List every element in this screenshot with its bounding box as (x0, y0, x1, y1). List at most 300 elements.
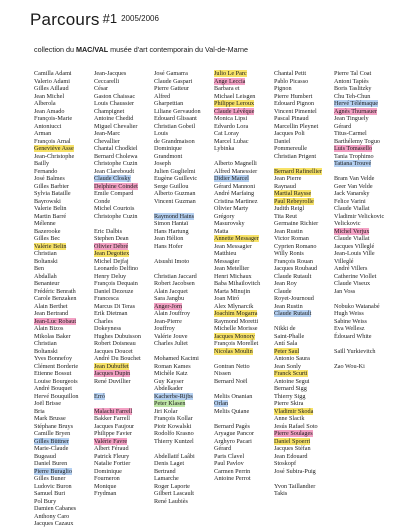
blank-line (214, 153, 276, 161)
artist-name: Henry Deluy (94, 272, 127, 280)
artist-name: Antí Sala (274, 340, 298, 347)
artist-name: René Laubiès (154, 497, 188, 505)
artist-name: François Dequain (94, 280, 138, 287)
artist-name: Gilbert Lascault (154, 490, 195, 497)
artist-name (94, 370, 156, 378)
artist-name: Simon Hantaï (154, 220, 189, 227)
artist-name: Victor Roman (274, 235, 309, 242)
artist-name: François Kollar (154, 415, 193, 422)
artist-name (214, 78, 276, 86)
artist-name: Mikolas Baker (34, 332, 71, 340)
artist-name: Piotr Kowalski (154, 422, 192, 430)
artist-name (214, 108, 276, 116)
artist-name (214, 175, 276, 183)
artist-name: Monica Lipsi (214, 115, 248, 122)
artist-name: Lybinka (214, 145, 235, 152)
artist-name: Anne Slacik (274, 415, 305, 422)
artist-name: Martin Barré (34, 212, 67, 220)
artist-name: Jacques Poli (274, 130, 305, 137)
artist-name: Pierre Gatteur (154, 85, 189, 92)
artist-name: Bayrowski (34, 197, 61, 205)
artist-name: Meliis Quiane (214, 407, 250, 415)
artist-name: Zao Wou-Ki (334, 362, 365, 370)
artist-name: Erik Dietman (94, 310, 128, 317)
artist-name: Hugh Weiss (334, 310, 364, 317)
artist-name: Stéphane Bruys (34, 422, 74, 430)
artist-name: Louis Chaussier (94, 100, 135, 107)
subtitle-suffix: musée d'art contemporain du Val-de-Marne (108, 45, 249, 54)
blank-line (334, 295, 396, 303)
artist-name: Dokeyness (94, 325, 122, 332)
artist-name (94, 175, 156, 183)
artist-name (274, 198, 336, 206)
artist-name: Julien Guglielmi (154, 167, 196, 175)
highlight-marker: Bernard Rafinellier (274, 167, 322, 175)
artist-name: Arghyro Pacari (214, 437, 252, 445)
artist-name: Samuel Buri (34, 490, 66, 497)
artist-name: Geer Van Velde (334, 182, 373, 190)
artist-name: Vincent Guzman (154, 197, 196, 205)
artist-name (154, 400, 216, 408)
artist-name: Saint-Phalle (274, 332, 305, 340)
artist-name: Sabine Weiss (334, 317, 367, 325)
artist-name: Natalie Fortier (94, 460, 131, 467)
artist-name: Gérard (334, 122, 352, 130)
blank-line (274, 318, 336, 326)
artist-name: Boltanski (34, 257, 58, 265)
artist-name: Sara Jangbu (154, 295, 185, 302)
highlight-marker: Tatiana Trouvé (334, 160, 372, 167)
artist-name: Jacques Stéfan (274, 445, 311, 452)
artist-name: Edouard Pignon (274, 100, 315, 107)
highlight-marker: Olivier Débré (94, 242, 129, 250)
artist-name: Alfred Manessier (214, 167, 258, 175)
artist-name: Matthieu (214, 250, 237, 257)
artist-name (274, 370, 336, 378)
artist-name: Fourneron (94, 475, 120, 482)
artist-name: Dominique (94, 467, 122, 475)
highlight-marker: Valérie Belin (34, 242, 67, 250)
artist-name: Jean-Marc (94, 130, 121, 137)
artist-name: Barbara et (214, 85, 240, 92)
artist-name: André Marfaing (214, 190, 255, 197)
artist-name: Takis (274, 490, 288, 497)
artist-name (274, 438, 336, 446)
blank-line (154, 205, 216, 213)
artist-name: Boltanski (34, 347, 58, 355)
blank-line (334, 168, 396, 176)
artist-name: Grandmont (154, 152, 183, 160)
collection-subtitle (34, 45, 248, 54)
artist-name: Champignet (94, 107, 125, 115)
artist-name (334, 145, 396, 153)
artist-name: Jean Roy (274, 280, 297, 287)
artist-name: José Subira-Puig (274, 467, 316, 475)
artist-name: Antoine Segui (274, 377, 310, 385)
artist-name (274, 310, 336, 318)
artist-name: André Villers (334, 265, 368, 272)
artist-name: Nikki de (274, 325, 296, 332)
highlight-marker: Nicolas Moulin (214, 347, 253, 355)
artist-name: Roger Laporte (154, 482, 190, 490)
artist-name: Michèle Katz (154, 370, 188, 377)
artist-name: Mélenne (34, 220, 56, 227)
artist-name: Joël Brisse (34, 400, 61, 407)
artist-name: Jean-Jacques (94, 70, 127, 77)
artist-name: Christophe Cuzin (94, 212, 138, 220)
artist-name: Masurovsky (214, 220, 245, 227)
artist-name: Bazerooke (34, 227, 61, 235)
highlight-marker: Geneviève Asse (34, 145, 74, 152)
artist-name: Alberto Guzman (154, 190, 196, 197)
artist-name: Sylvia Bataille (34, 190, 71, 197)
artist-name: Christian Jaccard (154, 272, 197, 280)
artist-name (274, 430, 336, 438)
highlight-marker: Paul Rebeyrolle (274, 197, 314, 205)
artist-name: Miguel Chevalier (94, 122, 138, 130)
artist-name: Eugène Guillevic (154, 175, 198, 182)
artist-name: Damien Cabanes (34, 505, 77, 512)
artist-name: René Duvillier (94, 377, 131, 385)
artist-name: Yvon Taillandier (274, 482, 316, 490)
artist-name: Michelle Morisse (214, 325, 258, 332)
artist-name: Titus-Carmel (334, 130, 367, 137)
artist-name: Patrick Fleury (94, 452, 130, 460)
artist-name (154, 393, 216, 401)
artist-name: Vincent Pimentel (274, 107, 317, 115)
highlight-marker: Anger-Jorn (154, 302, 183, 310)
artist-name: Jack Vanarsky (334, 190, 370, 197)
artist-name (214, 70, 276, 78)
artist-name: Thierry Kuntzel (154, 437, 194, 445)
artist-name: Abdelkader (154, 385, 183, 392)
artist-column (274, 70, 336, 498)
artist-name (94, 438, 156, 446)
artist-name (94, 243, 156, 251)
artist-name: Alain Jacquet (154, 287, 188, 295)
artist-name: Gérard (214, 445, 232, 452)
artist-name: Vladimir Velickovic (334, 212, 385, 220)
blank-line (154, 265, 216, 273)
artist-name: Alain Bizos (34, 325, 64, 332)
artist-name: Frydman (94, 490, 117, 497)
artist-name: Abdellatif Laâbi (154, 452, 195, 460)
blank-line (214, 415, 276, 423)
artist-name (154, 213, 216, 221)
artist-name: Chantal Chodkiel (94, 145, 138, 152)
museum-brand: MAC/VAL (75, 45, 109, 54)
artist-column (214, 70, 276, 483)
artist-name: Royet-Journoud (274, 295, 314, 302)
artist-name: Thierry Sigg (274, 392, 306, 400)
artist-name: Pablo Picasso (274, 77, 309, 85)
artist-name (334, 108, 396, 116)
artist-name: Nobuko Watanabé (334, 302, 380, 310)
artist-column (94, 70, 156, 498)
artist-name: Chantal Petit (274, 70, 307, 77)
artist-name: César (94, 85, 109, 92)
highlight-marker: Julio Le Parc (214, 70, 247, 77)
artist-name: Édouard White (334, 332, 372, 340)
artist-name: Pommereulle (274, 145, 307, 152)
artist-name: Pol Bury (34, 497, 57, 505)
highlight-marker: Pierre Soulages (274, 430, 313, 437)
artist-name: Villeglé (334, 257, 354, 265)
artist-name: Hans Hartung (154, 227, 189, 235)
artist-name: Gilles Bec (34, 235, 60, 242)
artist-name: Ceccarelli (94, 77, 120, 85)
highlight-marker: Peter Klasen (154, 400, 186, 407)
artist-name: Velickovic (334, 220, 361, 227)
artist-name: Joseph (154, 160, 171, 167)
artist-name: Charles Juliet (154, 340, 188, 347)
artist-name: Claude (274, 287, 292, 295)
highlight-marker: Raymond Hains (154, 212, 195, 220)
highlight-marker: Agnès Thurnauer (334, 107, 378, 115)
artist-name: Raymond Moretti (214, 317, 259, 325)
artist-name: Jean Edouard (274, 452, 308, 460)
blank-line (94, 385, 156, 393)
artist-name: Aryague Pancor (214, 430, 255, 437)
highlight-marker: Franck Scurti (274, 370, 308, 377)
artist-name: Jean Tinguely (334, 115, 369, 122)
artist-name: Alex Mlynarcik (214, 302, 254, 310)
artist-name: Daniel Dezeuze (94, 287, 134, 295)
artist-name: Baba Mihailovitch (214, 280, 261, 287)
artist-name: Jean Pierre (274, 175, 302, 182)
artist-name: Germaine Richier (274, 220, 319, 227)
artist-name: Bailly (34, 160, 50, 167)
artist-name: Roman Kames (154, 362, 191, 370)
highlight-marker: Jean Dubuffet (94, 362, 129, 370)
artist-name: Christian (34, 340, 57, 347)
artist-name: Jacques Villeglé (334, 242, 375, 250)
artist-name: Alfred (154, 92, 171, 100)
artist-name (274, 190, 336, 198)
artist-name: Gérard Mannoni (214, 182, 256, 190)
artist-name: Jacques Faujour (94, 422, 135, 430)
artist-name: Henri Michaux (214, 272, 252, 280)
artist-name: Jan Voss (334, 287, 356, 295)
artist-name: Pascal Pinaud (274, 115, 309, 122)
artist-name: Benanteur (34, 280, 60, 287)
artist-name: Alain Jouffroy (154, 310, 191, 317)
artist-name: Jean Sonly (274, 362, 301, 370)
artist-name (34, 243, 96, 251)
artist-name: Pignon (274, 85, 292, 92)
artist-name: Jacques Cazaux (34, 520, 74, 527)
artist-name: de Grandmaison (154, 137, 195, 145)
artist-name: Judith Reigl (274, 205, 305, 212)
artist-name: Bakker Farrell (94, 415, 130, 422)
artist-name: Edouard Glissant (154, 115, 197, 122)
artist-name: Mohamed Kacimi (154, 355, 199, 362)
artist-name: Joan Miró (214, 295, 240, 302)
artist-name: André Bouquet (34, 385, 72, 392)
artist-name: Jean Amado (34, 107, 65, 115)
artist-name: Jean Bertrand (34, 310, 69, 317)
artist-name: Camilla Adami (34, 70, 72, 77)
artist-name: Michael Leisgen (214, 92, 256, 100)
highlight-marker: Claude Closky (94, 175, 131, 182)
artist-name: Eric Dalbis (94, 227, 123, 235)
artist-name: Gilles Barbier (34, 182, 69, 190)
highlight-marker: Vladimir Skoda (274, 407, 314, 415)
artist-name: Ben (34, 265, 44, 272)
artist-name (334, 100, 396, 108)
artist-name: Charles (94, 317, 113, 325)
subtitle-prefix: collection du (34, 45, 76, 54)
artist-name: Boris Taslitzky (334, 85, 372, 92)
highlight-marker: Delphine Coindet (94, 182, 138, 190)
issue-number: #1 (102, 11, 118, 26)
artist-name: Jean Metellier (214, 265, 250, 272)
highlight-marker: Ange Leccia (214, 77, 246, 85)
artist-name: Alberola (34, 100, 56, 107)
artist-name: Marta Minujin (214, 287, 251, 295)
artist-name: Gontran Netto (214, 362, 250, 370)
artist-name (34, 318, 96, 326)
artist-name: Monique (94, 482, 117, 490)
artist-name (274, 348, 336, 356)
artist-name: François-Marie (34, 115, 73, 122)
artist-name: Claude Rutault (274, 272, 312, 280)
artist-name: Liliane Gervaudon (154, 107, 201, 115)
artist-name (94, 408, 156, 416)
artist-name: Rodolfo Krasno (154, 430, 194, 437)
artist-name: Cyprien Romano (274, 242, 317, 250)
blank-line (154, 250, 216, 258)
artist-name: Meliis Onanian (214, 392, 253, 400)
highlight-marker: Erró (94, 392, 105, 400)
artist-name: François Arnal (34, 137, 71, 145)
artist-name: Bria (34, 407, 45, 415)
artist-name: Jacques Doucet (94, 347, 133, 355)
artist-name: Bernard Cholewa (94, 152, 138, 160)
artist-name: Bertrand (154, 467, 176, 475)
artist-name: Daniel Buren (34, 460, 68, 467)
artist-name: Denis Laget (154, 460, 185, 467)
artist-name: Atsushi Imoto (154, 257, 190, 265)
highlight-marker: Malachi Farrell (94, 407, 133, 415)
artist-name: Stoskopf (274, 460, 297, 467)
artist-name: Antoniucci (34, 122, 62, 130)
blank-line (94, 220, 156, 228)
artist-name: Chevallier (94, 137, 120, 145)
artist-name (94, 183, 156, 191)
artist-name: Chu Teh-Chun (334, 92, 371, 100)
artist-name: Bugeaud (34, 452, 56, 460)
artist-name (214, 235, 276, 243)
artist-name: Barthélemy Toguo (334, 137, 381, 145)
artist-name: Lamarche (154, 475, 179, 482)
highlight-marker: Annette Messager (214, 235, 259, 242)
artist-name: Hans Hofer (154, 242, 183, 250)
artist-name: Ludovic Buron (34, 482, 72, 490)
artist-name: Pierre Skira (274, 400, 304, 407)
artist-name: Yves Bonnefoy (34, 355, 73, 362)
artist-name: Louis (154, 130, 169, 137)
artist-name: Jean Hélion (154, 235, 184, 242)
artist-name: Marcus Di Teras (94, 302, 136, 310)
artist-name: Gilles Buner (34, 475, 66, 482)
blank-line (154, 445, 216, 453)
highlight-marker: Claude Lévêque (214, 107, 255, 115)
artist-name: Nissen (214, 370, 231, 377)
artist-name: Edvardo Lora (214, 122, 249, 130)
blank-line (274, 160, 336, 168)
artist-name: Bernard Pagès (214, 422, 250, 430)
blank-line (214, 385, 276, 393)
artist-name: Jean-Christophe (34, 152, 75, 160)
highlight-marker: Pierre Buraglio (34, 467, 72, 475)
highlight-marker: Kacherbe-Rijbs (154, 392, 193, 400)
blank-line (94, 400, 156, 408)
artist-name: Jean Rustin (274, 227, 303, 235)
artist-name: Jean Michel (34, 92, 65, 100)
highlight-marker: Orlan (214, 400, 229, 407)
artist-name: Guy Kayser (154, 377, 184, 385)
highlight-marker: Jean Degottex (94, 250, 130, 257)
artist-name: Eva Wellesz (334, 325, 365, 332)
artist-name: Antoni Tapiès (334, 77, 369, 85)
artist-name: Valérie Jouve (154, 332, 188, 340)
artist-name: André Du Bouchet (94, 355, 141, 362)
artist-name: Etienne Bossut (34, 370, 72, 377)
artist-name: Jiri Kolar (154, 407, 178, 415)
artist-name: Carole Benzaken (34, 295, 77, 302)
artist-name: Jean Rustin (274, 302, 303, 310)
artist-name: Abdallah (34, 272, 57, 280)
artist-name: Fernando (34, 167, 58, 175)
artist-name: Catherine Viollet (334, 272, 377, 280)
artist-name: Michel Courtois (94, 205, 135, 212)
artist-name: Gaston Chaissac (94, 92, 136, 100)
artist-name: Cat Loray (214, 130, 239, 137)
highlight-marker: Valérie Favre (94, 437, 128, 445)
artist-name (214, 400, 276, 408)
artist-name (94, 250, 156, 258)
artist-name: Jean-Louis Ville (334, 250, 375, 257)
highlight-marker: Claude Rutault (274, 310, 312, 317)
highlight-marker: Gilles Büttner (34, 437, 69, 445)
artist-column (154, 70, 216, 505)
highlight-marker: Didier Marcel (214, 175, 249, 182)
artist-name: François Rouan (274, 257, 314, 265)
artist-name: Arman (34, 130, 52, 137)
artist-name: Michel Dejfaj (94, 257, 129, 265)
artist-name: José Gamarra (154, 70, 188, 77)
artist-name: Christian (34, 250, 57, 257)
artist-name: Philippe Favier (94, 430, 132, 437)
artist-name: Raynaud (274, 182, 296, 190)
artist-name: Paul Pavlov (214, 460, 244, 467)
artist-name: Jean Messagier (214, 242, 252, 250)
artist-name: Grégory (214, 212, 235, 220)
artist-name (34, 468, 96, 476)
artist-name: Robert Jacobsen (154, 280, 195, 287)
artist-name: Matta (214, 227, 229, 235)
artist-name (334, 228, 396, 236)
artist-name (214, 310, 276, 318)
artist-name (334, 160, 396, 168)
artist-name: Gharpettian (154, 100, 184, 107)
artist-name: Marie-Claude (34, 445, 69, 452)
artist-name: Christian Prigent (274, 152, 317, 160)
artist-name (274, 168, 336, 176)
artist-column (34, 70, 96, 528)
artist-name: Jouffroy (154, 325, 175, 332)
